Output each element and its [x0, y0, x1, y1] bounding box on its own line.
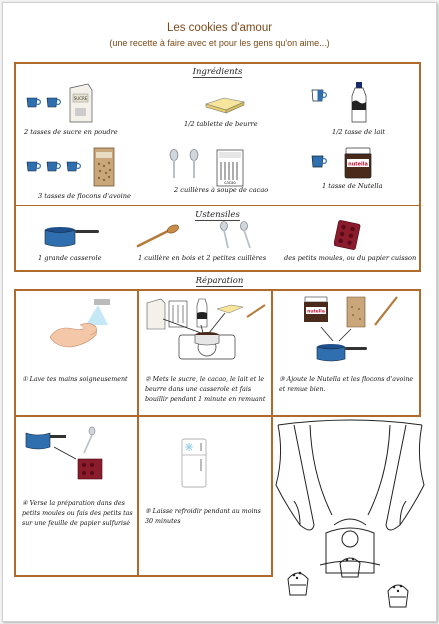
milk-bottle-icon [348, 80, 370, 124]
utensil-saucepan: 1 grande casserole [38, 254, 102, 262]
half-cup-icon [310, 88, 328, 104]
ingredients-heading: Ingrédients [192, 67, 243, 77]
step-5-cell [137, 415, 273, 577]
svg-text:cacao: cacao [224, 180, 236, 185]
ingredient-cocoa: 2 cuillères à soupe de cacao [174, 186, 269, 194]
step-5-text: ⑤ Laisse refroidir pendant au moins 30 minutes [145, 508, 261, 526]
oat-flakes-bag-icon [90, 146, 118, 188]
nutella-cup-icon [310, 154, 328, 170]
saucepan-icon [42, 224, 102, 250]
muffin-mould-icon [334, 220, 362, 250]
recipe-title: Les cookies d'amour [166, 22, 273, 34]
add-nutella-oats-icon [297, 293, 407, 367]
step-4-cell [14, 415, 139, 577]
ingredient-sugar: 2 tasses de sucre en poudre [24, 128, 118, 136]
two-cups-icon [24, 94, 68, 110]
wooden-spoon-icon [134, 224, 182, 248]
ingredient-milk: 1/2 tasse de lait [332, 128, 386, 136]
step-2-cell [137, 289, 273, 417]
butter-icon [202, 92, 248, 114]
cooking-mix-icon [143, 295, 269, 365]
svg-text:SUCRE: SUCRE [73, 96, 88, 101]
cocoa-box-icon [214, 148, 246, 188]
step-2-text: ② Mets le sucre, le cacao, le lait et le beurre dans une casserole et fais bouillir pendant 1 minute en remuant [145, 376, 266, 404]
ingredient-nutella: 1 tasse de Nutella [322, 182, 383, 190]
ingredient-butter: 1/2 tablette de beurre [184, 120, 258, 128]
step-4-text: ④ Verse la préparation dans des petits moules ou fais des petits tas sur une feuille de papier sulfurisé [22, 500, 133, 528]
step-1-text: ① Lave tes mains soigneusement [22, 376, 128, 383]
preparation-heading: Réparation [195, 276, 244, 286]
utensil-spoons: 1 cuillère en bois et 2 petites cuillères [138, 254, 267, 262]
sugar-packet-icon [66, 82, 96, 124]
ingredient-oats: 3 tasses de flocons d'avoine [38, 192, 131, 200]
utensil-moulds: des petits moules, ou du papier cuisson [284, 254, 417, 262]
step-3-cell [271, 289, 421, 417]
fridge-icon [179, 437, 209, 489]
washing-hands-icon [40, 297, 116, 353]
pour-into-moulds-icon [22, 423, 132, 483]
ingredients-box [14, 62, 421, 272]
small-spoons-icon [214, 220, 258, 250]
svg-text:nutella: nutella [348, 161, 368, 168]
step-3-text: ③ Ajoute le Nutella et les flocons d'avoine et remue bien. [279, 376, 414, 394]
recipe-subtitle: (une recette à faire avec et pour les gens qu'on aime...) [109, 38, 330, 48]
step-1-cell [14, 289, 139, 417]
svg-text:nutella: nutella [307, 309, 325, 315]
girl-with-cupcakes-illustration [270, 415, 430, 610]
nutella-jar-icon [342, 146, 374, 180]
section-divider [16, 205, 419, 206]
utensils-heading: Ustensiles [195, 210, 240, 220]
three-cups-icon [24, 158, 86, 174]
spoons-icon [166, 148, 206, 180]
